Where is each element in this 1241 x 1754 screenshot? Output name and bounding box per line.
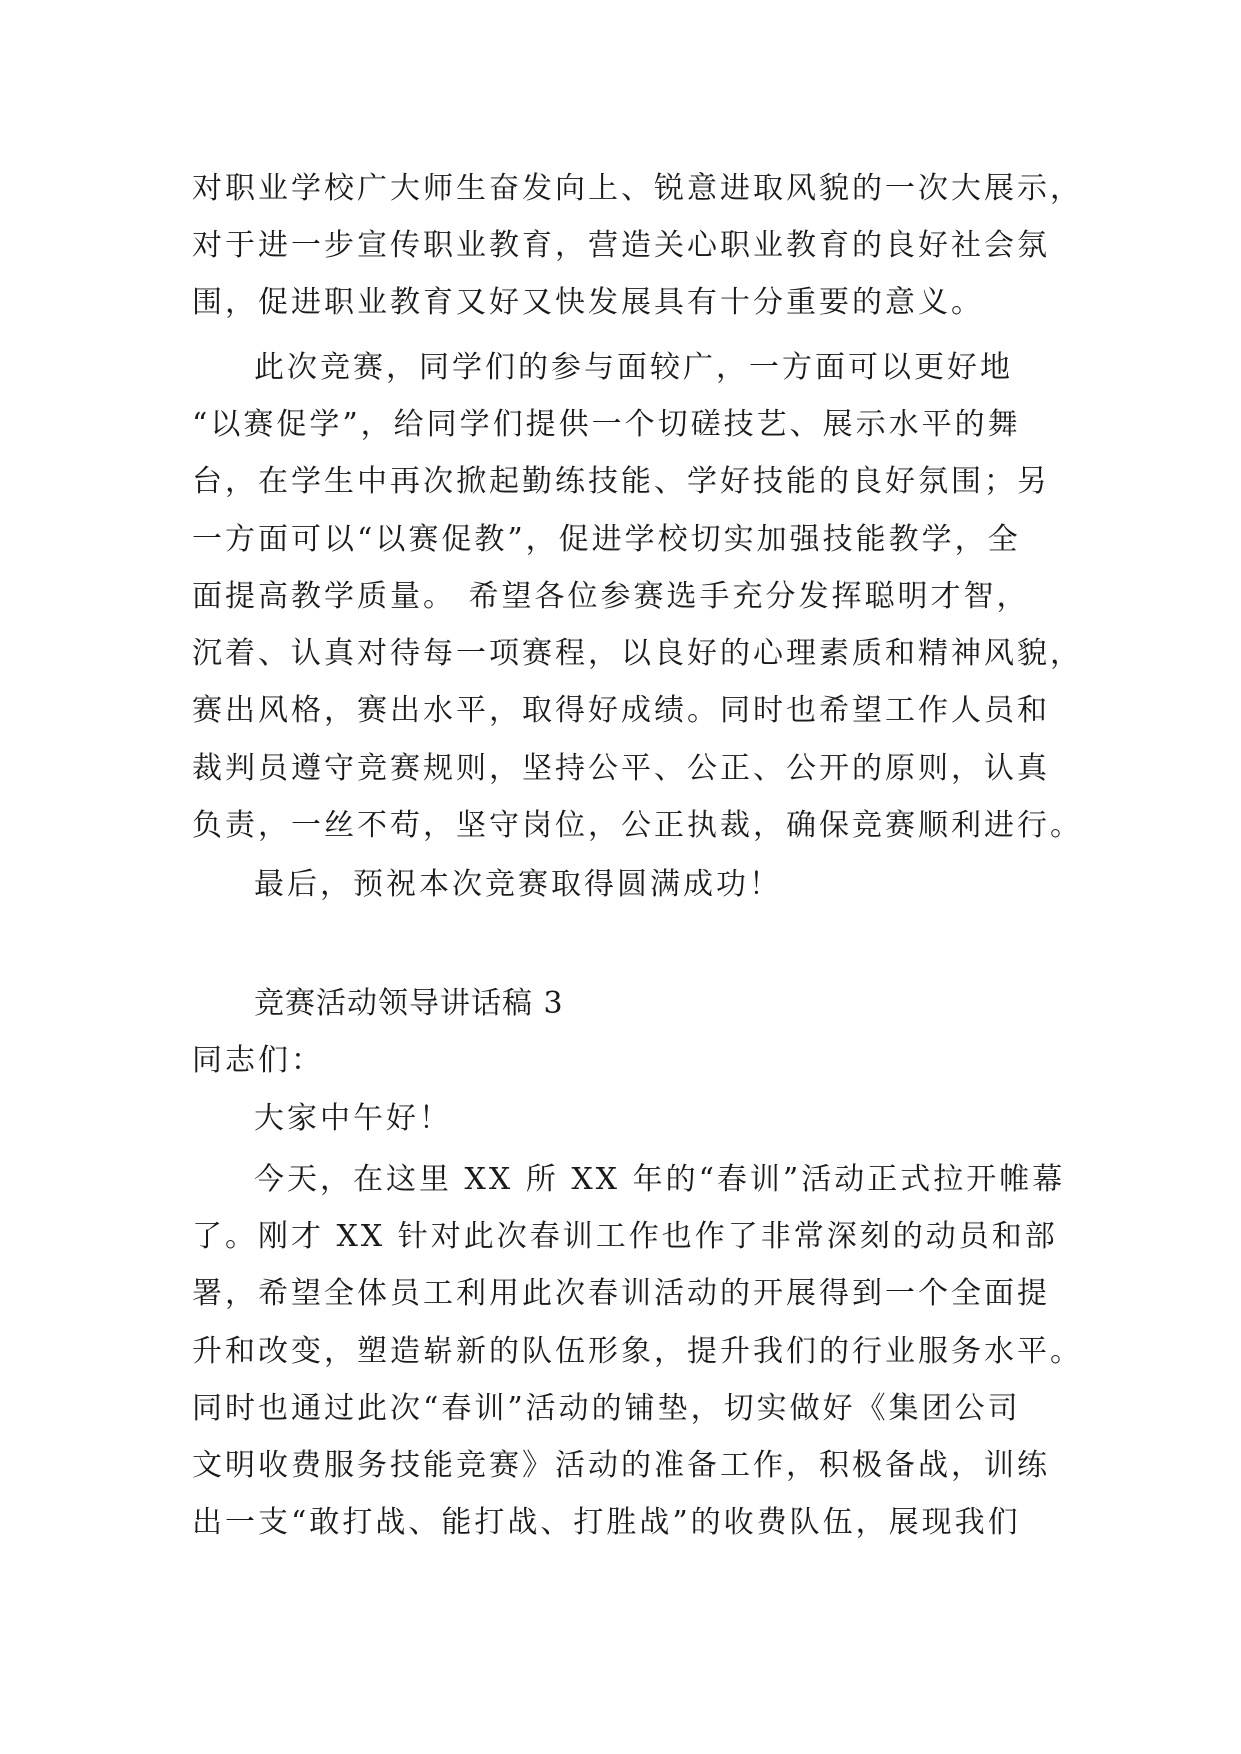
body-text-line: 负责，一丝不苟，坚守岗位，公正执裁，确保竞赛顺利进行。: [192, 808, 1083, 843]
body-text-line: 面提高教学质量。 希望各位参赛选手充分发挥聪明才智，: [192, 579, 1030, 614]
paragraph-first-line: 此次竞赛，同学们的参与面较广，一方面可以更好地: [254, 350, 1013, 385]
body-text-line: 署，希望全体员工利用此次春训活动的开展得到一个全面提: [192, 1276, 1050, 1311]
body-text-line: 沉着、认真对待每一项赛程，以良好的心理素质和精神风貌，: [192, 636, 1083, 671]
greeting: 大家中午好！: [254, 1101, 452, 1136]
body-text-line: 了。刚才 XX 针对此次春训工作也作了非常深刻的动员和部: [192, 1219, 1058, 1254]
salutation: 同志们：: [192, 1043, 324, 1078]
body-text-line: 一方面可以“以赛促教”，促进学校切实加强技能教学，全: [192, 522, 1021, 557]
body-text-line: 对职业学校广大师生奋发向上、锐意进取风貌的一次大展示，: [192, 171, 1083, 206]
body-text-line: 同时也通过此次“春训”活动的铺垫，切实做好《集团公司: [192, 1391, 1021, 1426]
body-text-line: 对于进一步宣传职业教育，营造关心职业教育的良好社会氛: [192, 228, 1050, 263]
body-text-line: 升和改变，塑造崭新的队伍形象，提升我们的行业服务水平。: [192, 1334, 1083, 1369]
body-text-line: 裁判员遵守竞赛规则，坚持公平、公正、公开的原则，认真: [192, 751, 1050, 786]
body-text-line: “以赛促学”，给同学们提供一个切磋技艺、展示水平的舞: [192, 407, 1021, 442]
body-text-line: 文明收费服务技能竞赛》活动的准备工作，积极备战，训练: [192, 1448, 1050, 1483]
paragraph-first-line: 今天，在这里 XX 所 XX 年的“春训”活动正式拉开帷幕: [254, 1162, 1066, 1197]
body-text-line: 出一支“敢打战、能打战、打胜战”的收费队伍，展现我们: [192, 1505, 1021, 1540]
body-text-line: 围，促进职业教育又好又快发展具有十分重要的意义。: [192, 285, 984, 320]
closing-line: 最后，预祝本次竞赛取得圆满成功！: [254, 867, 782, 902]
body-text-line: 赛出风格，赛出水平，取得好成绩。同时也希望工作人员和: [192, 693, 1050, 728]
body-text-line: 台，在学生中再次掀起勤练技能、学好技能的良好氛围；另: [192, 464, 1050, 499]
section-title: 竞赛活动领导讲话稿 3: [254, 986, 564, 1021]
